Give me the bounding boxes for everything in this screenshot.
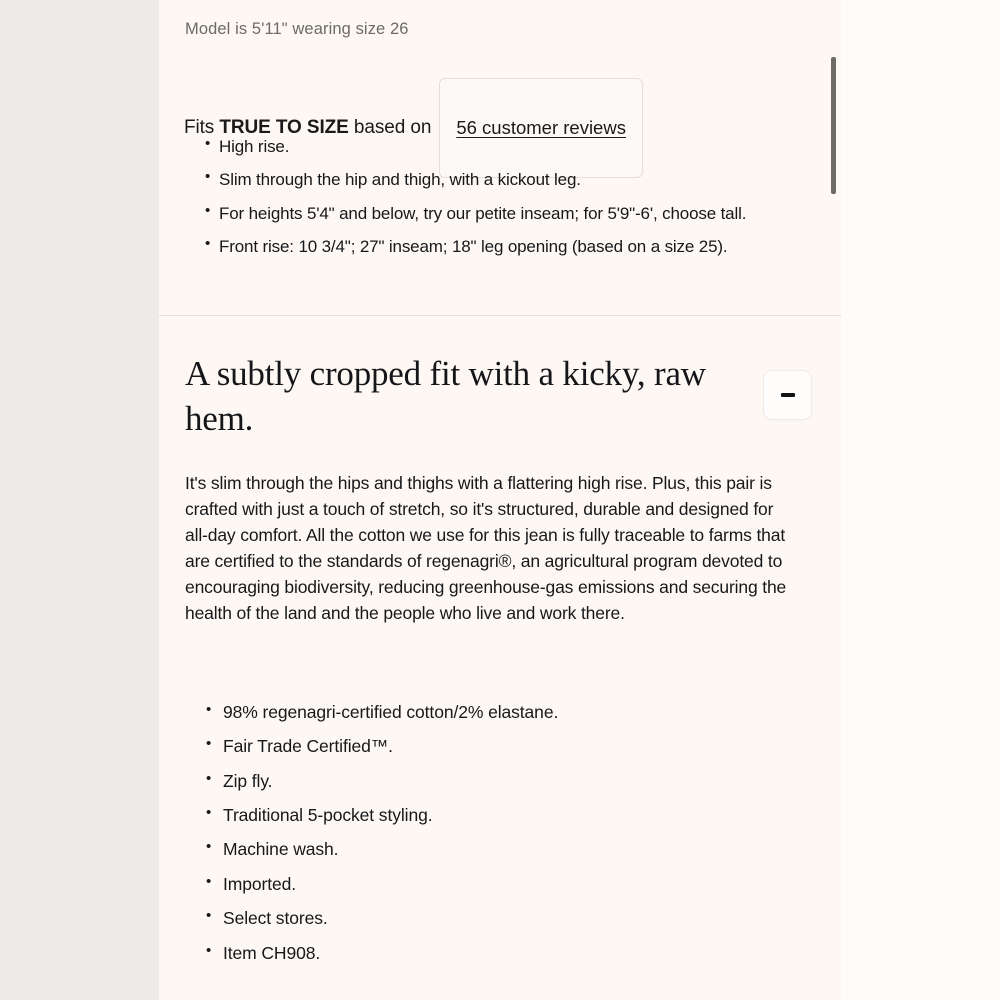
minus-icon <box>781 393 795 397</box>
list-item: • Fair Trade Certified™. <box>223 736 817 758</box>
list-item: • 98% regenagri-certified cotton/2% elastane. <box>223 702 817 724</box>
left-gutter <box>0 0 159 1000</box>
list-item: • Select stores. <box>223 908 817 930</box>
list-item: • Imported. <box>223 874 817 896</box>
description-body: It's slim through the hips and thighs with a flattering high rise. Plus, this pair is crafted with just a touch of stretch, so it's structured, durable and designed for all-day comfort. All the cotton we use for this jean is fully traceable to farms that are certified to the standards of regenagri®, an agricultural program devoted to encouraging biodiversity, reducing greenhouse-gas emissions and securing the health of the land and the people who live and work there. <box>185 472 787 623</box>
right-gutter <box>841 0 1000 1000</box>
fits-prefix: Fits <box>184 117 220 138</box>
fits-emphasis: TRUE TO SIZE <box>219 117 349 138</box>
scrollbar-thumb[interactable] <box>831 57 836 194</box>
customer-reviews-link[interactable]: 56 customer reviews <box>456 117 626 138</box>
scrollbar-track[interactable] <box>828 0 840 1000</box>
list-item: • Item CH908. <box>223 943 817 965</box>
list-item: • Traditional 5-pocket styling. <box>223 805 817 827</box>
list-item: • For heights 5'4" and below, try our petite inseam; for 5'9"-6', choose tall. <box>185 203 815 224</box>
scroll-panel <box>159 0 841 1000</box>
list-item: • Front rise: 10 3/4"; 27" inseam; 18" leg opening (based on a size 25). <box>185 236 815 257</box>
fits-suffix: based on <box>348 117 432 138</box>
fit-section <box>159 0 841 315</box>
list-item: • High rise. <box>185 136 815 157</box>
description-section <box>159 316 841 977</box>
list-item: • Machine wash. <box>223 839 817 861</box>
description-header-row <box>185 316 817 442</box>
list-item: • Slim through the hip and thigh, with a kickout leg. <box>185 169 815 190</box>
list-item: • Zip fly. <box>223 771 817 793</box>
collapse-section-button[interactable] <box>763 370 812 420</box>
product-detail-list <box>185 702 817 965</box>
model-size-note: Model is 5'11" wearing size 26 <box>185 20 409 38</box>
fit-bullet-list <box>185 136 815 269</box>
page-title: A subtly cropped fit with a kicky, raw hem. <box>185 354 706 438</box>
